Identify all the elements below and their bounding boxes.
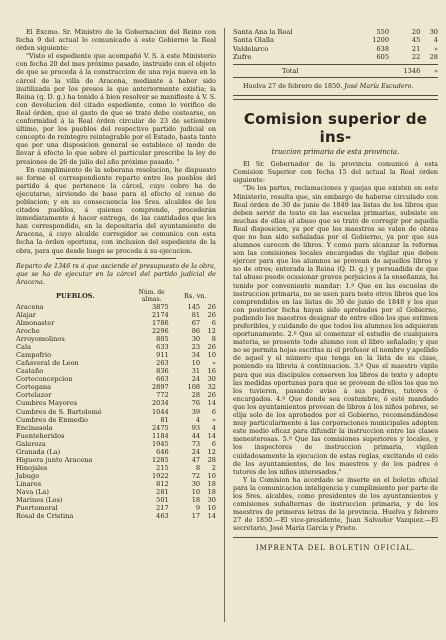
table-row	[233, 45, 438, 53]
reales: 23	[191, 343, 201, 352]
reales: 24	[191, 375, 201, 384]
table-row	[16, 391, 216, 399]
reales: 39	[191, 407, 201, 416]
table-row	[16, 496, 216, 504]
vellon: 26	[207, 310, 216, 319]
reales: 145	[187, 302, 201, 311]
table-row	[16, 472, 216, 480]
vellon: 28	[429, 53, 438, 62]
town-name: Santa Ana la Real	[233, 28, 293, 36]
header-rs: Rs. vn.	[184, 291, 207, 300]
table-row	[16, 416, 216, 424]
reales: 17	[191, 512, 201, 521]
vellon: 14	[207, 512, 216, 521]
reales: 67	[191, 319, 201, 327]
reales: 10	[191, 487, 201, 496]
left-paragraphs	[16, 28, 216, 255]
vellon: 26	[207, 302, 216, 311]
table-row	[16, 399, 216, 407]
paragraph: Y la Comision ha acordado se inserte en el boletin oficial para la comunicacion inteligencia y cumplimiento por parte de los Sres. alcaldes, como presidentes de los ayuntamientos y comisiones subalternas de instruccion primaria, y de los maestros de primeras letras de la provincia. Huelva y febrero 27 de 1850.—El vice-presidente, Juan Salvador Vazquez.—El secretario, José María García y Prieto.	[233, 475, 438, 533]
town-name: Cala	[16, 343, 32, 352]
vellon: 2	[211, 463, 216, 472]
population: 2174	[151, 310, 169, 319]
section-subtitle: truccion primaria de esta provincia.	[271, 148, 400, 157]
town-name: Hinojales	[16, 463, 48, 472]
total-table	[233, 67, 438, 75]
reales: 28	[191, 391, 201, 400]
reales: 47	[191, 455, 201, 464]
population: 1200	[372, 36, 390, 45]
vellon: 4	[211, 423, 216, 432]
vellon: 6	[211, 319, 216, 327]
reales: 81	[191, 310, 201, 319]
paragraph: "De los partes, reclamaciones y quejas que existen en este Ministerio, resulta que, sin embargo de haberse circulado con Real órden de 30 de junio de 1849 las listas de los libros que deben servir de testo en las escuelas primarias, subsiste en muchas de ellas el abuso que se trató de corregir por aquella Real disposicion, ya por que los maestros se valen de obras que no han sido señaladas por el Gobierno, ya por que sus alumnos carecen de libros. Y como para alcanzar la reforma son las comisiones locales encargadas de vigilar que deben ejercer para que los alumnos se provean de aquellos libros y no de otros; enterada la Reina (Q. D. g.) y persuadida de que tal abuso puede ocasionar graves perjuicios á la enseñanza, ha tenido por conveniente mandar: 1.º Que en las escuelas de instruccion primaria, no se usen para testo otros libros que los comprendidos en las listas de 30 de junio de 1848 y los que con posterior fecha hayan sido aprobados por el Gobierno, pudiendo los maestros designar de entre ellos los que estimen preferibles, y cuidando de que todos los alumnos los adquieran oportunamente. 2.º Que al comenzar el estudio de cualquiera materia, se presente todo alumno con el libro señalado; y que no se permita hojas escritas ni el profesor el nombre y apellido de aquel y el número que tenga en la lista de su clase, poniendo su libreta á continuacion. 3.º Que el maestro vigile para que sus discípulos conserven los libros de texto y adopte las medidas oportunas para que se provean de ellos los que no los tuvieren, pasando aviso á sus padres, tutores ó encargados. 4.º Que donde sea costumbre, ó esté mandado que los ayuntamientos provean de libros á los niños pobres, se elija solo de los aprobados por el Gobierno, recomendándose muy particularmente á las corporaciones municipales adopten este medio eficaz para difundir la instruccion entre las clases menesterosas. 5.º Que las comisiones superiores y locales, y los inspectores de instruccion primaria, vigilen cuidadosamente la ejecucion de estas reglas, excitando el celo de los ayuntamientos, de los maestros y de los padres ó tutores de los niños interesados."	[233, 184, 439, 476]
footer-rule	[233, 537, 438, 538]
total-label: Total	[281, 66, 299, 75]
table-header-row	[16, 289, 216, 303]
town-name: Linares	[16, 479, 42, 488]
town-name: Marines (Los)	[16, 496, 63, 505]
reales: 93	[191, 423, 201, 432]
reales: 76	[191, 399, 201, 408]
table-row	[16, 351, 216, 359]
table-row	[16, 327, 216, 335]
date-line: Huelva 27 de febrero de 1850. José María Escudero.	[243, 82, 414, 91]
table-row	[16, 319, 216, 327]
column-divider	[224, 28, 225, 622]
vellon: 10	[207, 504, 216, 513]
reales: 86	[191, 327, 201, 336]
population: 501	[156, 496, 169, 505]
paragraph: "Visto el espediente que acompañó V. S. á este Ministerio con fecha 20 del mes próximo pasado, instruido con el objeto de que se proceda á la construccion de una reja nueva en la cárcel de la villa de Aracena, mediante á haber sido inutilizada por los presos la que anteriormente existia; la Reina (q. D. g.) ha tenido á bien resolver se manifieste á V. S. con devolucion del citado espediente, como lo verifico de Real órden, que el gasto de que se trate debe costearse, en conformidad á la Real órden circular de 23 de setiembre último, por los pueblos del respectivo partido judicial en concepto de reintegro reintegrable por el Estado, hasta tanto que por una disposicion general se establece el modo de llevar á efecto lo que sobre el particular prescribe la ley de presiones de 26 de julio del año próximo pasado. "	[16, 52, 216, 166]
vellon: 6	[211, 439, 216, 448]
table-row	[16, 448, 216, 456]
population: 3875	[151, 302, 169, 311]
vellon: 4	[433, 36, 438, 45]
town-name: Zufre	[233, 53, 252, 62]
town-name: Nava (La)	[16, 487, 49, 496]
reales: 72	[191, 471, 201, 480]
vellon: 12	[207, 327, 216, 336]
table-row	[16, 512, 216, 520]
signature: José María Escudero.	[344, 82, 414, 91]
town-name: Arroyomolinos	[16, 335, 65, 344]
population: 638	[376, 44, 390, 53]
town-name: Cortegana	[16, 383, 52, 392]
town-name: Cañaveral de Leon	[16, 359, 79, 368]
vellon: 16	[207, 367, 216, 376]
population: 1184	[151, 431, 169, 440]
table-row	[16, 488, 216, 496]
population: 1922	[151, 471, 169, 480]
reales: 73	[191, 439, 201, 448]
population: 1945	[151, 439, 169, 448]
table-row	[233, 28, 438, 36]
population: 605	[376, 53, 390, 62]
town-name: Aracena	[16, 302, 44, 311]
population: 646	[156, 447, 169, 456]
total-rule-bottom	[233, 77, 438, 78]
reales: 30	[191, 479, 201, 488]
town-name: Cumbres de S. Bartolomé	[16, 407, 102, 416]
town-name: Granada (La)	[16, 447, 61, 456]
population: 217	[156, 504, 169, 513]
population: 2034	[151, 399, 169, 408]
vellon: 28	[207, 455, 216, 464]
population: 1285	[151, 455, 169, 464]
reales: 44	[191, 431, 201, 440]
vellon: 26	[207, 391, 216, 400]
table-row	[16, 504, 216, 512]
total-row	[233, 67, 438, 75]
reales: 20	[411, 28, 421, 36]
reales: 22	[411, 53, 421, 62]
population: 2475	[151, 423, 169, 432]
town-name: Galaroza	[16, 439, 46, 448]
vellon: 6	[211, 407, 216, 416]
table-row	[16, 464, 216, 472]
town-name: Cortelazor	[16, 391, 52, 400]
table-row	[16, 432, 216, 440]
vellon: 14	[207, 399, 216, 408]
table-row	[16, 424, 216, 432]
reales: 9	[195, 504, 201, 513]
vellon: »	[433, 44, 438, 53]
reales: 8	[195, 463, 201, 472]
vellon: 30	[207, 496, 216, 505]
reales: 21	[411, 44, 421, 53]
reales: 4	[195, 415, 201, 424]
header-pueblos: PUEBLOS.	[56, 291, 95, 300]
town-name: Aroche	[16, 327, 40, 336]
table-row	[16, 303, 216, 311]
reales: 34	[191, 351, 201, 360]
table-row	[16, 335, 216, 343]
town-name: Corteconcepcion	[16, 375, 73, 384]
vellon: 30	[429, 28, 438, 36]
paragraph: El Excmo. Sr. Ministro de la Gobernacion del Reino con fecha 9 del actual lo comunicado á este Gobierno la Real órden siguiente:	[16, 28, 216, 53]
town-name: Fuenteheridos	[16, 431, 65, 440]
reales: 108	[187, 383, 201, 392]
vellon: 10	[207, 351, 216, 360]
town-name: Puertomoral	[16, 504, 58, 513]
table-row	[16, 480, 216, 488]
right-paragraphs	[233, 160, 438, 532]
vellon: 8	[211, 335, 216, 344]
table-row	[16, 343, 216, 351]
table-row	[16, 383, 216, 391]
table-row	[16, 367, 216, 375]
section-rule	[233, 95, 438, 100]
reales: 24	[191, 447, 201, 456]
table-row	[16, 311, 216, 319]
reales: 31	[191, 367, 201, 376]
reales: 45	[411, 36, 421, 45]
vellon: 12	[207, 447, 216, 456]
population: 1786	[151, 319, 169, 327]
population: 215	[156, 463, 169, 472]
table-row	[16, 359, 216, 367]
population: 663	[156, 375, 169, 384]
printer-footer: IMPRENTA DEL BOLETIN OFICIAL.	[255, 544, 416, 553]
paragraph: En cumplimiento de la soberana resolucion, he dispuesto se forme el correspondiente reparto entre los pueblos del partido á que pertenece la cárcel, cuyo cobro ha de ejecutarse, sirviendo de base para el efecto el censo de poblacion; y en su consecuencia los Sres. alcaldes de los citados pueblos, á quienes comprende, procederán inmediatamente á hacer entrega, de las cantidades que les han correspondido, en la depositaria del ayuntamiento de Aracena, á cuyo alcalde corregidor se comunica con esta fecha la órden oportuna, con inclusion del espediente de la obra, para que desde luego se proceda á su ejecucion.	[16, 165, 216, 255]
town-name: Cumbres Mayores	[16, 399, 78, 408]
town-name: Almonaster	[16, 319, 55, 327]
section-title: Comision superior de ins-	[243, 110, 428, 147]
population: 633	[156, 343, 169, 352]
town-name: Campofrio	[16, 351, 52, 360]
divider	[56, 258, 176, 259]
population: 836	[156, 367, 169, 376]
population: 81	[160, 415, 169, 424]
continued-table	[233, 28, 438, 62]
distribution-table	[16, 289, 216, 520]
vellon: 14	[207, 431, 216, 440]
population: 550	[376, 28, 390, 36]
town-name: Alajar	[16, 310, 36, 319]
population: 1044	[151, 407, 169, 416]
total-rs: 1346	[403, 66, 421, 75]
reales: 18	[191, 496, 201, 505]
vellon: 30	[207, 375, 216, 384]
table-row	[233, 36, 438, 44]
population: 805	[156, 335, 169, 344]
total-rule	[233, 64, 438, 65]
vellon: 18	[207, 487, 216, 496]
header-num: Núm. de almas.	[138, 288, 165, 303]
table-row	[16, 375, 216, 383]
population: 2296	[151, 327, 169, 336]
total-vn: »	[433, 66, 438, 75]
town-name: Higuera junto Aracena	[16, 455, 93, 464]
population: 263	[156, 359, 169, 368]
vellon: 10	[207, 471, 216, 480]
table-row	[16, 440, 216, 448]
population: 281	[156, 487, 169, 496]
town-name: Encinasola	[16, 423, 53, 432]
town-name: Castaño	[16, 367, 44, 376]
vellon: 32	[207, 383, 216, 392]
table-row	[16, 408, 216, 416]
vellon: 26	[207, 343, 216, 352]
population: 463	[156, 512, 169, 521]
population: 2897	[151, 383, 169, 392]
table-row	[233, 53, 438, 61]
town-name: Rosal de Cristina	[16, 512, 74, 521]
population: 772	[156, 391, 169, 400]
vellon: »	[211, 359, 216, 368]
reales: 30	[191, 335, 201, 344]
right-column	[233, 28, 438, 552]
vellon: 18	[207, 479, 216, 488]
population: 812	[156, 479, 169, 488]
town-name: Valdelarco	[233, 44, 269, 53]
town-name: Santa Olalla	[233, 36, 274, 45]
town-name: Cumbres de Enmedio	[16, 415, 89, 424]
table-caption: Reparto de 1346 rs á que asciende el presupuesto de la obra, que se ha de ejecutar en la cárcel del partido judicial de Aracena.	[16, 261, 216, 286]
town-name: Jabugo	[16, 471, 40, 480]
vellon: »	[211, 415, 216, 424]
paragraph: El Sr. Gobernador de la provincia comunicó á esta Comision Superior con fecha 15 del actual la Real órden siguiente:	[233, 160, 438, 185]
reales: 10	[191, 359, 201, 368]
left-column	[16, 28, 216, 520]
table-row	[16, 456, 216, 464]
population: 911	[156, 351, 169, 360]
